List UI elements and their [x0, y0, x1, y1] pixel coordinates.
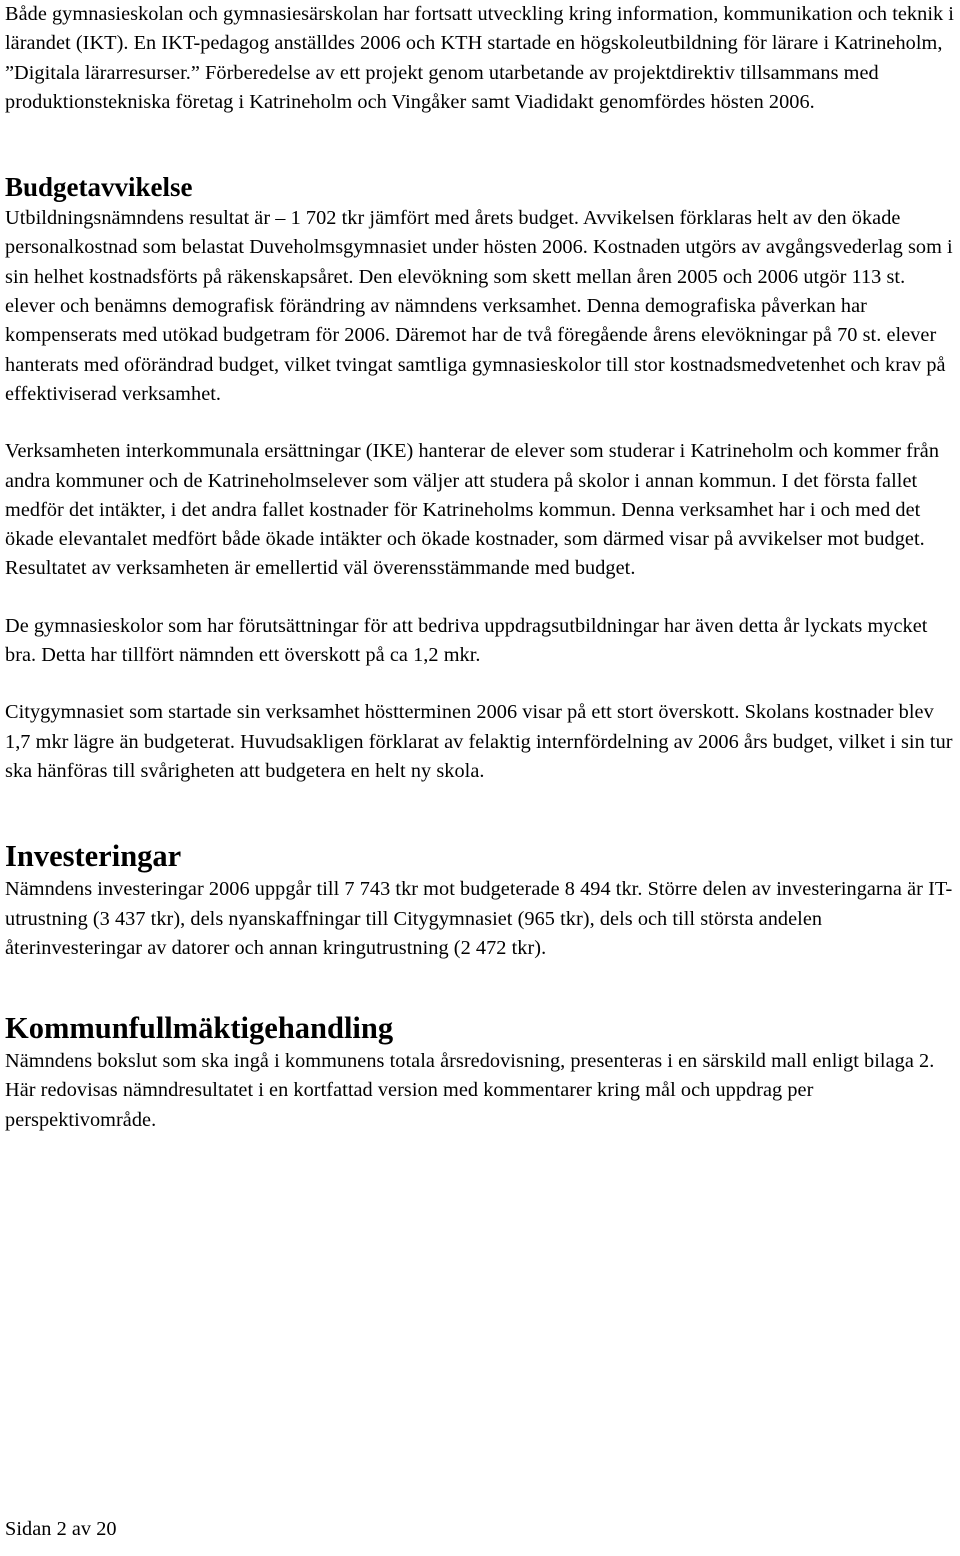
council-heading: Kommunfullmäktigehandling: [5, 1011, 394, 1046]
council-section: [5, 1009, 955, 1135]
document-page: [5, 0, 955, 1135]
budget-paragraph-3: De gymnasieskolor som har förutsättningar för att bedriva uppdragsutbildningar har även detta år lyckats mycket bra. Detta har tillfört nämnden ett överskott på ca 1,2 mkr.: [5, 614, 928, 667]
spacer: [5, 117, 955, 170]
spacer: [5, 670, 955, 698]
investment-section: [5, 837, 955, 963]
page-number-footer: Sidan 2 av 20: [5, 1518, 117, 1540]
intro-paragraph: Både gymnasieskolan och gymnasiesärskolan har fortsatt utveckling kring information, kommunikation och teknik i lärandet (IKT). En IKT-pedagog anställdes 2006 och KTH startade en högskoleutbildning för lärare i Katrineholm, ”Digitala lärarresurser.” Förberedelse av ett projekt genom utarbetande av projektdirektiv tillsammans med produktionstekniska företag i Katrineholm och Vingåker samt Viadidakt genomfördes hösten 2006.: [5, 3, 954, 113]
spacer: [5, 963, 955, 1009]
spacer: [5, 584, 955, 612]
budget-paragraph-2: Verksamheten interkommunala ersättningar (IKE) hanterar de elever som studerar i Katrineholm och kommer från andra kommuner och de Katrineholmselever som väljer att studera på skolor i annan kommun. I det första fallet medför det intäkter, i det andra fallet kostnader för Katrineholms kommun. Denna verksamhet har i och med det ökade elevantalet medfört både ökade intäkter och ökade kostnader, som därmed visar på avvikelser mot budget. Resultatet av verksamheten är emellertid väl överensstämmande med budget.: [5, 440, 940, 580]
budget-paragraph-4: Citygymnasiet som startade sin verksamhet höstterminen 2006 visar på ett stort överskott. Skolans kostnader blev 1,7 mkr lägre än budgeterat. Huvudsakligen förklarat av felaktig internfördelning av 2006 års budget, vilket i sin tur ska hänföras till svårigheten att budgetera en helt ny skola.: [5, 701, 953, 782]
budget-section: [5, 170, 955, 786]
budget-heading: Budgetavvikelse: [5, 172, 193, 203]
investment-heading: Investeringar: [5, 839, 182, 874]
council-paragraph: Nämndens bokslut som ska ingå i kommunens totala årsredovisning, presenteras i en särskild mall enligt bilaga 2. Här redovisas nämndresultatet i en kortfattad version med kommentarer kring mål och uppdrag per perspektivområde.: [5, 1050, 935, 1131]
spacer: [5, 409, 955, 437]
spacer: [5, 786, 955, 837]
investment-paragraph: Nämndens investeringar 2006 uppgår till 7 743 tkr mot budgeterade 8 494 tkr. Större delen av investeringarna är IT-utrustning (3 437 tkr), dels nyanskaffningar till Citygymnasiet (965 tkr), dels och till största andelen återinvesteringar av datorer och annan kringutrustning (2 472 tkr).: [5, 878, 953, 959]
budget-paragraph-1: Utbildningsnämndens resultat är – 1 702 tkr jämfört med årets budget. Avvikelsen förklaras helt av den ökade personalkostnad som belastat Duveholmsgymnasiet under hösten 2006. Kostnaden utgörs av avgångsvederlag som i sin helhet kostnadsförts på räkenskapsåret. Den elevökning som skett mellan åren 2005 och 2006 utgör 113 st. elever och benämns demografisk förändring av nämndens verksamhet. Denna demografiska påverkan har kompenserats med utökad budgetram för 2006. Däremot har de två föregående årens elevökningar på 70 st. elever hanterats med oförändrad budget, vilket tvingat samtliga gymnasieskolor till stor kostnadsmedvetenhet och krav på effektiviserad verksamhet.: [5, 207, 953, 405]
